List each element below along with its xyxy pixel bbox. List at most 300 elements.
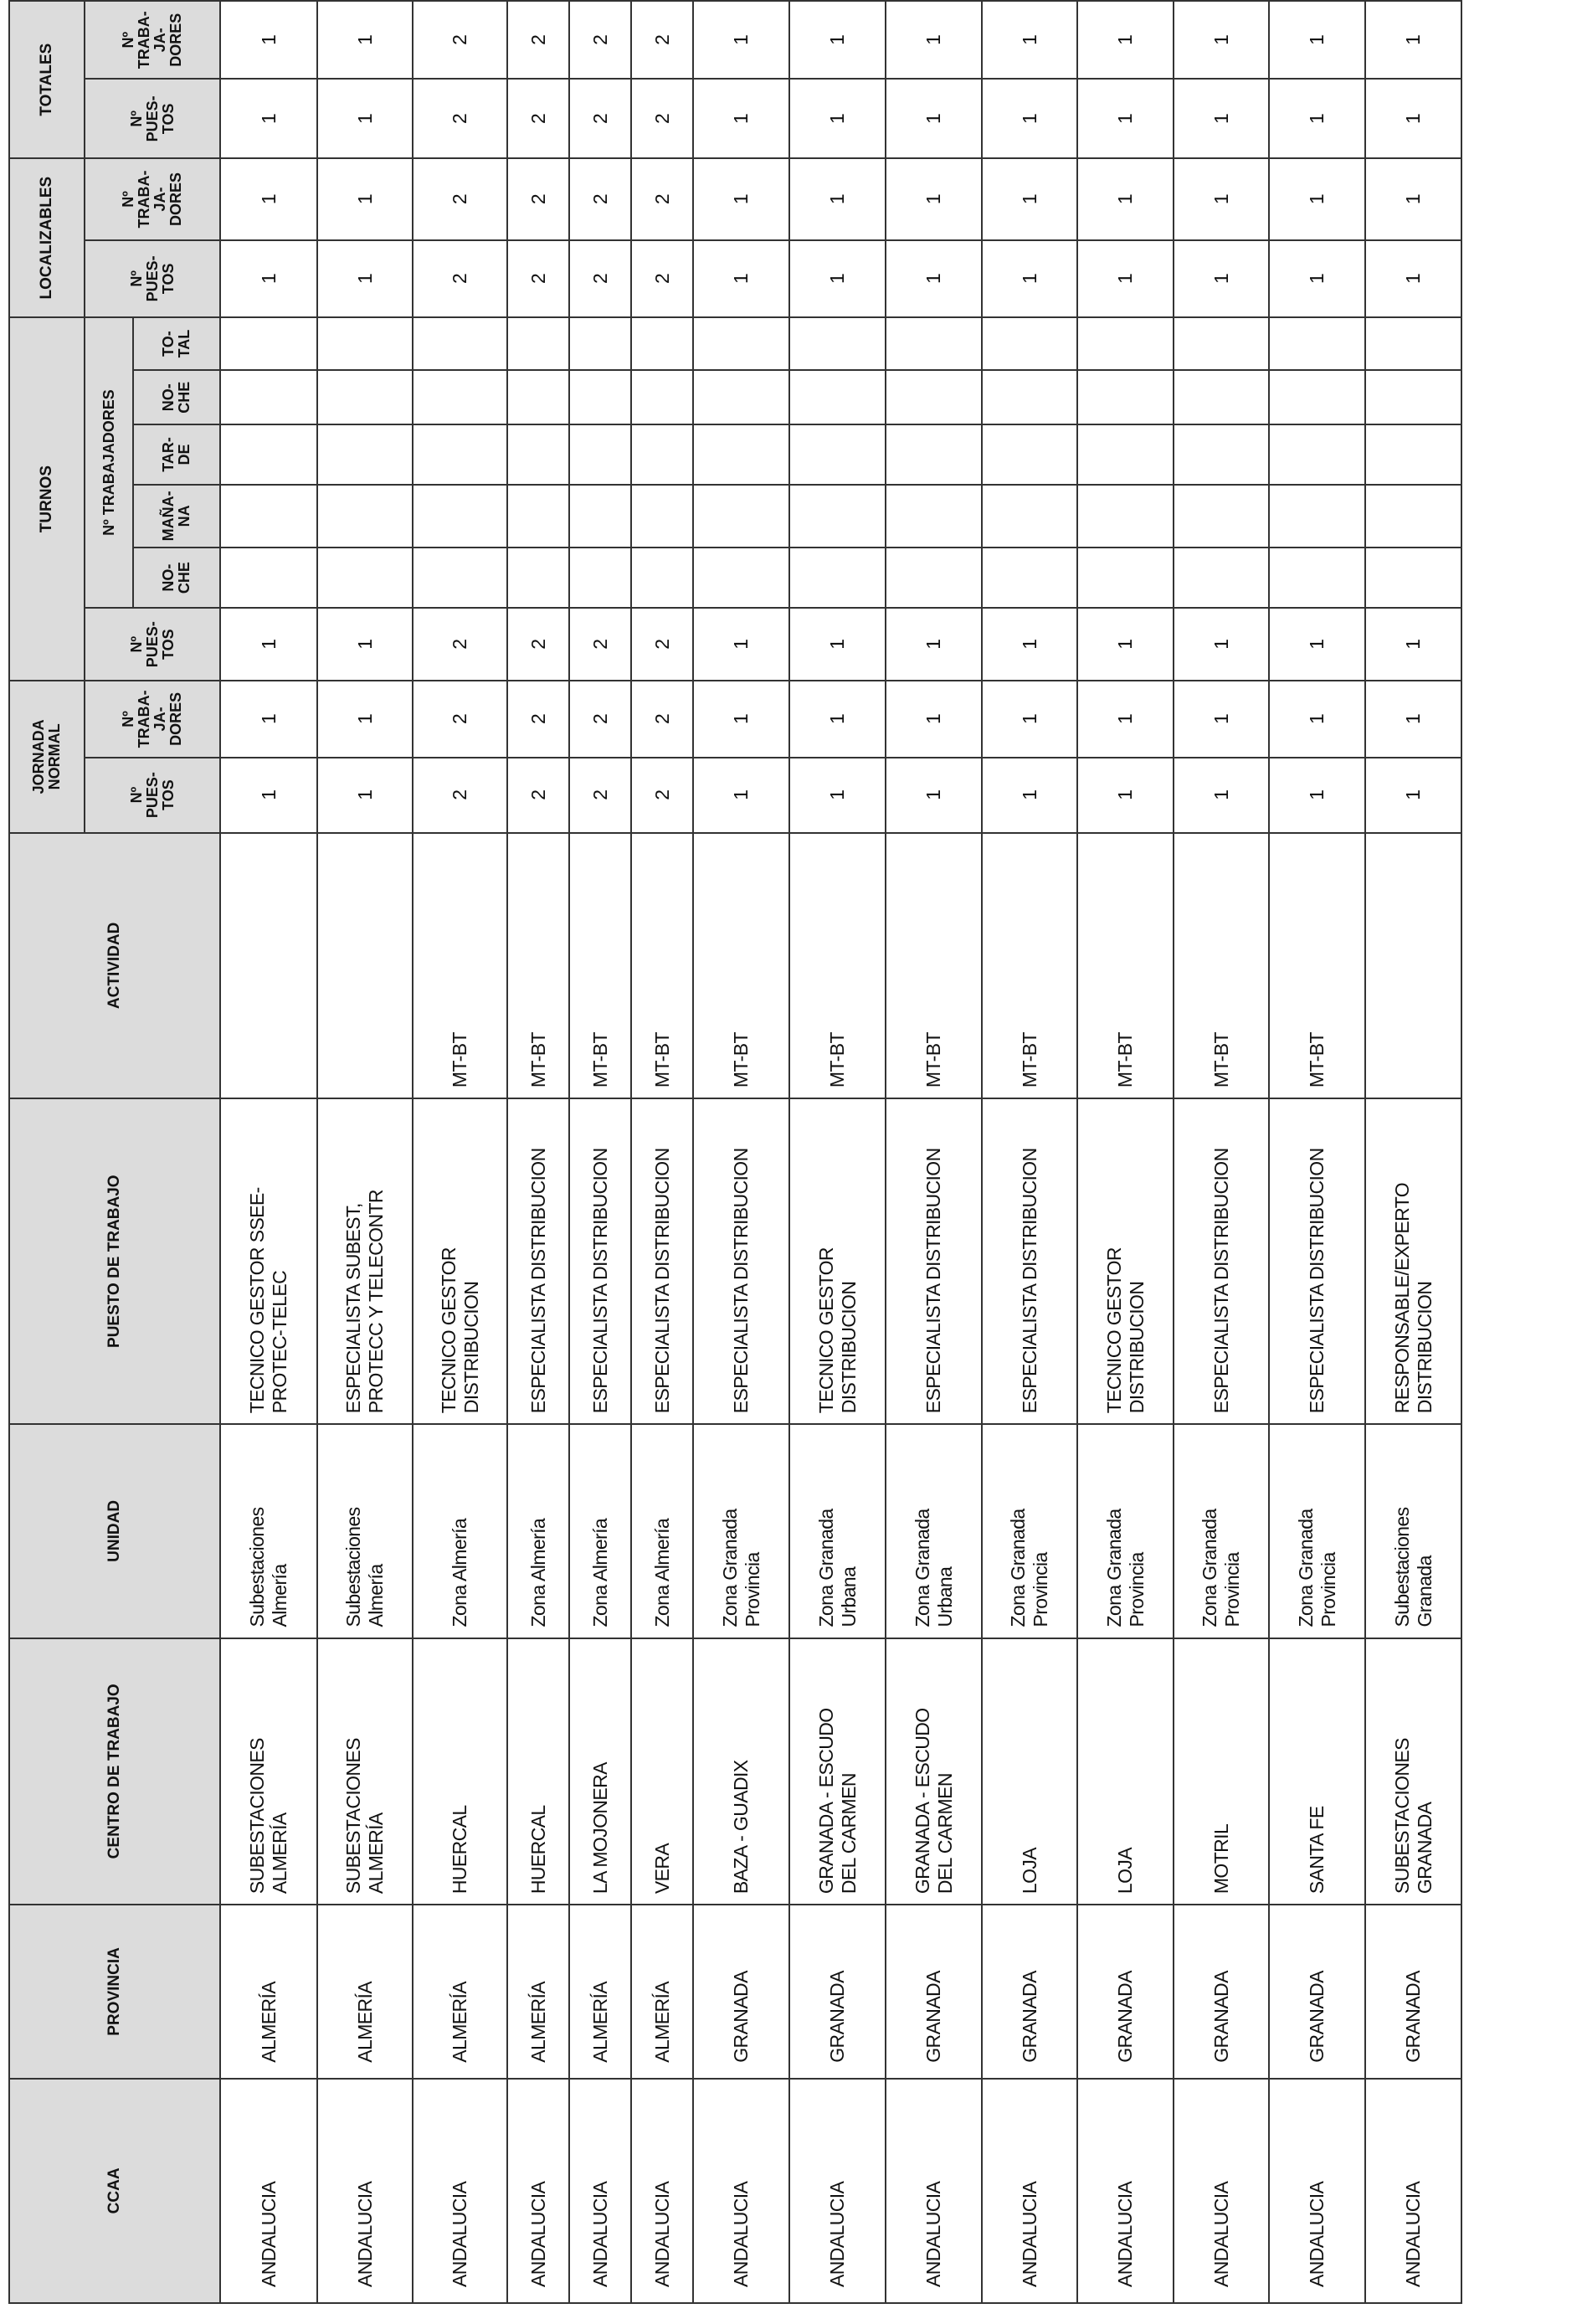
cell-puesto-de-trabajo xyxy=(569,1098,631,1424)
cell-centro-de-trabajo-text: GRANADA - ESCUDO DEL CARMEN xyxy=(814,1708,860,1895)
cell-unidad xyxy=(1077,1424,1174,1638)
header-total: TO- TAL xyxy=(133,317,220,370)
header-localizables: LOCALIZABLES xyxy=(9,158,85,317)
cell-jn-puestos-text: 2 xyxy=(650,789,673,800)
cell-provincia-text: GRANADA xyxy=(922,1971,944,2063)
cell-turnos-noche-2 xyxy=(693,370,789,424)
cell-turnos-tarde xyxy=(1077,424,1174,484)
cell-loc-puestos-text: 1 xyxy=(1018,273,1040,284)
cell-turnos-puestos-text: 2 xyxy=(449,639,470,650)
cell-provincia xyxy=(569,1905,631,2079)
cell-jn-trabajadores xyxy=(1174,681,1269,757)
cell-tot-puestos-text: 1 xyxy=(826,113,848,124)
cell-jn-puestos-text: 1 xyxy=(257,789,280,800)
cell-centro-de-trabajo-text: SUBESTACIONES GRANADA xyxy=(1390,1738,1436,1895)
cell-tot-puestos-text: 1 xyxy=(1210,113,1232,124)
cell-turnos-total xyxy=(789,317,886,370)
cell-puesto-de-trabajo-text: ESPECIALISTA DISTRIBUCION xyxy=(1210,1148,1232,1414)
cell-loc-puestos xyxy=(789,240,886,317)
workforce-table xyxy=(8,0,1462,2304)
header-loc-trabajadores: Nº TRABA- JA- DORES xyxy=(85,158,220,239)
cell-unidad-text: Zona Granada Urbana xyxy=(814,1509,860,1627)
cell-unidad xyxy=(507,1424,569,1638)
cell-provincia xyxy=(631,1905,693,2079)
cell-puesto-de-trabajo-text: ESPECIALISTA DISTRIBUCION xyxy=(1018,1148,1040,1414)
cell-provincia xyxy=(1269,1905,1365,2079)
cell-ccaa xyxy=(507,2079,569,2303)
cell-jn-trabajadores xyxy=(693,681,789,757)
cell-turnos-puestos xyxy=(1365,608,1461,681)
header-centro-de-trabajo: CENTRO DE TRABAJO xyxy=(9,1638,220,1905)
cell-tot-trabajadores xyxy=(631,1,693,79)
cell-unidad xyxy=(317,1424,413,1638)
cell-actividad xyxy=(1365,833,1461,1099)
cell-puesto-de-trabajo xyxy=(693,1098,789,1424)
cell-centro-de-trabajo xyxy=(1077,1638,1174,1905)
cell-tot-trabajadores xyxy=(1174,1,1269,79)
cell-tot-puestos xyxy=(1365,79,1461,158)
cell-turnos-noche xyxy=(789,548,886,608)
cell-tot-puestos xyxy=(789,79,886,158)
cell-turnos-tarde xyxy=(886,424,982,484)
cell-ccaa-text: ANDALUCIA xyxy=(730,2181,752,2287)
cell-jn-puestos xyxy=(317,758,413,833)
cell-loc-trabajadores-text: 1 xyxy=(353,193,376,205)
cell-turnos-puestos-text: 1 xyxy=(1402,639,1424,650)
cell-loc-trabajadores-text: 2 xyxy=(449,193,470,205)
cell-jn-trabajadores-text: 1 xyxy=(1114,713,1136,725)
cell-turnos-puestos xyxy=(317,608,413,681)
table-row xyxy=(982,1,1077,2303)
cell-tot-puestos xyxy=(220,79,317,158)
cell-unidad xyxy=(693,1424,789,1638)
cell-actividad xyxy=(789,833,886,1099)
cell-unidad-text: Zona Almería xyxy=(526,1518,549,1627)
table-row xyxy=(631,1,693,2303)
cell-jn-trabajadores xyxy=(317,681,413,757)
table-row xyxy=(693,1,789,2303)
cell-turnos-total xyxy=(982,317,1077,370)
cell-centro-de-trabajo xyxy=(1269,1638,1365,1905)
cell-centro-de-trabajo-text: SUBESTACIONES ALMERÍA xyxy=(246,1738,290,1895)
cell-puesto-de-trabajo xyxy=(886,1098,982,1424)
cell-ccaa xyxy=(1365,2079,1461,2303)
cell-provincia-text: GRANADA xyxy=(826,1971,848,2063)
cell-puesto-de-trabajo xyxy=(1077,1098,1174,1424)
cell-turnos-noche-2 xyxy=(886,370,982,424)
cell-turnos-noche xyxy=(693,548,789,608)
cell-turnos-puestos xyxy=(1174,608,1269,681)
cell-unidad-text: Zona Almería xyxy=(588,1518,611,1627)
cell-tot-trabajadores-text: 1 xyxy=(1402,34,1424,45)
cell-ccaa-text: ANDALUCIA xyxy=(526,2181,549,2287)
cell-ccaa xyxy=(1269,2079,1365,2303)
cell-loc-puestos xyxy=(317,240,413,317)
cell-jn-trabajadores-text: 1 xyxy=(1210,713,1232,725)
cell-ccaa-text: ANDALUCIA xyxy=(826,2181,848,2287)
cell-actividad xyxy=(693,833,789,1099)
cell-unidad-text: Zona Granada Provincia xyxy=(1102,1509,1148,1627)
cell-loc-trabajadores-text: 2 xyxy=(588,193,611,205)
cell-tot-puestos xyxy=(1077,79,1174,158)
cell-puesto-de-trabajo xyxy=(1269,1098,1365,1424)
cell-loc-trabajadores xyxy=(886,158,982,239)
cell-loc-trabajadores-text: 1 xyxy=(1114,193,1136,205)
cell-puesto-de-trabajo-text: TECNICO GESTOR DISTRIBUCION xyxy=(437,1247,482,1414)
cell-tot-trabajadores-text: 2 xyxy=(588,34,611,45)
cell-unidad-text: Zona Granada Provincia xyxy=(1007,1509,1051,1627)
cell-jn-puestos-text: 2 xyxy=(588,789,611,800)
cell-puesto-de-trabajo xyxy=(1174,1098,1269,1424)
table-row xyxy=(1269,1,1365,2303)
cell-loc-puestos xyxy=(693,240,789,317)
cell-loc-puestos xyxy=(1269,240,1365,317)
cell-loc-puestos-text: 2 xyxy=(449,273,470,284)
cell-puesto-de-trabajo-text: ESPECIALISTA DISTRIBUCION xyxy=(922,1148,944,1414)
cell-turnos-puestos-text: 2 xyxy=(588,639,611,650)
cell-jn-trabajadores-text: 1 xyxy=(1018,713,1040,725)
cell-puesto-de-trabajo-text: TECNICO GESTOR DISTRIBUCION xyxy=(814,1247,860,1414)
cell-loc-puestos xyxy=(631,240,693,317)
cell-turnos-noche-2 xyxy=(569,370,631,424)
cell-tot-puestos-text: 1 xyxy=(1306,113,1328,124)
cell-actividad xyxy=(631,833,693,1099)
cell-ccaa xyxy=(1077,2079,1174,2303)
cell-provincia-text: GRANADA xyxy=(1018,1971,1040,2063)
cell-turnos-puestos-text: 1 xyxy=(826,639,848,650)
cell-turnos-puestos-text: 2 xyxy=(526,639,549,650)
cell-turnos-puestos xyxy=(413,608,507,681)
cell-turnos-noche-2 xyxy=(789,370,886,424)
cell-puesto-de-trabajo xyxy=(789,1098,886,1424)
cell-turnos-noche xyxy=(631,548,693,608)
cell-loc-puestos-text: 1 xyxy=(1210,273,1232,284)
cell-turnos-puestos xyxy=(1077,608,1174,681)
table-row xyxy=(220,1,317,2303)
cell-turnos-tarde xyxy=(413,424,507,484)
cell-loc-trabajadores xyxy=(569,158,631,239)
table-row xyxy=(886,1,982,2303)
cell-actividad-text: MT-BT xyxy=(1210,1032,1232,1088)
cell-actividad-text: MT-BT xyxy=(730,1032,752,1088)
cell-loc-trabajadores xyxy=(507,158,569,239)
cell-ccaa-text: ANDALUCIA xyxy=(588,2181,611,2287)
cell-turnos-manana xyxy=(631,485,693,548)
cell-loc-puestos-text: 2 xyxy=(650,273,673,284)
cell-turnos-tarde xyxy=(569,424,631,484)
cell-tot-trabajadores-text: 1 xyxy=(257,34,280,45)
cell-turnos-total xyxy=(413,317,507,370)
header-tot-puestos: Nº PUES- TOS xyxy=(85,79,220,158)
cell-jn-trabajadores-text: 2 xyxy=(526,713,549,725)
cell-tot-puestos-text: 2 xyxy=(650,113,673,124)
cell-turnos-puestos-text: 1 xyxy=(730,639,752,650)
cell-tot-puestos xyxy=(413,79,507,158)
cell-tot-puestos xyxy=(1269,79,1365,158)
cell-loc-trabajadores xyxy=(220,158,317,239)
cell-loc-trabajadores xyxy=(1365,158,1461,239)
cell-actividad-text: MT-BT xyxy=(1114,1032,1136,1088)
cell-ccaa-text: ANDALUCIA xyxy=(353,2181,376,2287)
cell-actividad-text: MT-BT xyxy=(826,1032,848,1088)
header-jn-puestos: Nº PUES- TOS xyxy=(85,758,220,833)
cell-actividad-text: MT-BT xyxy=(650,1032,673,1088)
cell-tot-puestos xyxy=(317,79,413,158)
cell-turnos-noche-2 xyxy=(1365,370,1461,424)
cell-jn-puestos-text: 1 xyxy=(1210,789,1232,800)
cell-ccaa xyxy=(982,2079,1077,2303)
cell-turnos-total xyxy=(1365,317,1461,370)
cell-ccaa-text: ANDALUCIA xyxy=(1018,2181,1040,2287)
cell-actividad xyxy=(1269,833,1365,1099)
cell-jn-puestos-text: 1 xyxy=(1018,789,1040,800)
cell-puesto-de-trabajo-text: RESPONSABLE/EXPERTO DISTRIBUCION xyxy=(1390,1182,1436,1414)
cell-loc-puestos xyxy=(507,240,569,317)
cell-ccaa-text: ANDALUCIA xyxy=(449,2181,470,2287)
cell-ccaa xyxy=(1174,2079,1269,2303)
cell-puesto-de-trabajo-text: TECNICO GESTOR DISTRIBUCION xyxy=(1102,1247,1148,1414)
cell-jn-trabajadores xyxy=(1269,681,1365,757)
cell-turnos-puestos-text: 1 xyxy=(1018,639,1040,650)
cell-tot-puestos xyxy=(569,79,631,158)
cell-loc-trabajadores-text: 1 xyxy=(1306,193,1328,205)
cell-turnos-puestos xyxy=(693,608,789,681)
cell-unidad xyxy=(220,1424,317,1638)
cell-loc-puestos xyxy=(1174,240,1269,317)
cell-centro-de-trabajo-text: SUBESTACIONES ALMERÍA xyxy=(342,1738,387,1895)
cell-turnos-puestos xyxy=(982,608,1077,681)
cell-loc-puestos xyxy=(413,240,507,317)
cell-centro-de-trabajo-text: LOJA xyxy=(1114,1848,1136,1895)
cell-provincia-text: ALMERÍA xyxy=(650,1981,673,2063)
header-totales: TOTALES xyxy=(9,1,85,158)
cell-turnos-total xyxy=(317,317,413,370)
cell-ccaa xyxy=(631,2079,693,2303)
cell-tot-trabajadores xyxy=(789,1,886,79)
cell-centro-de-trabajo xyxy=(317,1638,413,1905)
cell-puesto-de-trabajo xyxy=(413,1098,507,1424)
cell-unidad-text: Subestaciones Granada xyxy=(1390,1507,1436,1627)
cell-loc-trabajadores-text: 1 xyxy=(1018,193,1040,205)
cell-loc-trabajadores-text: 1 xyxy=(1402,193,1424,205)
cell-actividad xyxy=(1174,833,1269,1099)
cell-jn-puestos xyxy=(569,758,631,833)
cell-turnos-tarde xyxy=(982,424,1077,484)
cell-turnos-total xyxy=(1077,317,1174,370)
cell-puesto-de-trabajo-text: ESPECIALISTA DISTRIBUCION xyxy=(526,1148,549,1414)
cell-ccaa-text: ANDALUCIA xyxy=(1210,2181,1232,2287)
cell-provincia xyxy=(693,1905,789,2079)
cell-turnos-puestos-text: 1 xyxy=(1210,639,1232,650)
cell-jn-puestos xyxy=(220,758,317,833)
cell-turnos-noche-2 xyxy=(982,370,1077,424)
cell-loc-puestos-text: 1 xyxy=(1306,273,1328,284)
cell-unidad xyxy=(1365,1424,1461,1638)
cell-turnos-noche xyxy=(220,548,317,608)
table-row xyxy=(1077,1,1174,2303)
cell-jn-puestos xyxy=(1365,758,1461,833)
cell-unidad xyxy=(789,1424,886,1638)
cell-jn-trabajadores-text: 1 xyxy=(1306,713,1328,725)
cell-turnos-manana xyxy=(1269,485,1365,548)
cell-loc-trabajadores xyxy=(413,158,507,239)
cell-jn-trabajadores xyxy=(569,681,631,757)
cell-actividad-text: MT-BT xyxy=(922,1032,944,1088)
cell-centro-de-trabajo-text: BAZA - GUADIX xyxy=(730,1760,752,1895)
cell-jn-trabajadores-text: 2 xyxy=(449,713,470,725)
cell-provincia-text: GRANADA xyxy=(730,1971,752,2063)
cell-actividad xyxy=(569,833,631,1099)
table-row xyxy=(1365,1,1461,2303)
cell-turnos-total xyxy=(1174,317,1269,370)
cell-jn-puestos xyxy=(982,758,1077,833)
cell-turnos-noche xyxy=(507,548,569,608)
table-row xyxy=(1174,1,1269,2303)
cell-turnos-total xyxy=(693,317,789,370)
cell-turnos-noche xyxy=(1365,548,1461,608)
cell-ccaa xyxy=(693,2079,789,2303)
cell-tot-puestos xyxy=(1174,79,1269,158)
cell-provincia-text: GRANADA xyxy=(1210,1971,1232,2063)
cell-ccaa xyxy=(789,2079,886,2303)
table-row xyxy=(413,1,507,2303)
cell-turnos-manana xyxy=(1077,485,1174,548)
cell-centro-de-trabajo-text: LOJA xyxy=(1018,1848,1040,1895)
cell-loc-puestos-text: 1 xyxy=(1402,273,1424,284)
cell-ccaa-text: ANDALUCIA xyxy=(1402,2181,1424,2287)
cell-jn-puestos xyxy=(886,758,982,833)
cell-turnos-noche-2 xyxy=(413,370,507,424)
cell-turnos-puestos-text: 1 xyxy=(257,639,280,650)
cell-unidad xyxy=(1269,1424,1365,1638)
cell-centro-de-trabajo xyxy=(507,1638,569,1905)
cell-provincia-text: ALMERÍA xyxy=(449,1981,470,2063)
cell-actividad xyxy=(507,833,569,1099)
cell-turnos-noche-2 xyxy=(1174,370,1269,424)
cell-tot-trabajadores-text: 1 xyxy=(1210,34,1232,45)
cell-turnos-puestos-text: 1 xyxy=(1306,639,1328,650)
cell-turnos-tarde xyxy=(693,424,789,484)
cell-provincia-text: ALMERÍA xyxy=(257,1981,280,2063)
cell-jn-puestos-text: 1 xyxy=(1306,789,1328,800)
cell-turnos-puestos xyxy=(507,608,569,681)
cell-turnos-noche xyxy=(413,548,507,608)
cell-loc-trabajadores-text: 2 xyxy=(526,193,549,205)
cell-jn-trabajadores xyxy=(886,681,982,757)
cell-turnos-puestos-text: 2 xyxy=(650,639,673,650)
cell-provincia xyxy=(886,1905,982,2079)
cell-turnos-puestos xyxy=(631,608,693,681)
cell-loc-puestos xyxy=(1077,240,1174,317)
cell-unidad xyxy=(631,1424,693,1638)
cell-centro-de-trabajo xyxy=(413,1638,507,1905)
cell-jn-trabajadores xyxy=(413,681,507,757)
cell-provincia xyxy=(1365,1905,1461,2079)
header-turnos: TURNOS xyxy=(9,317,85,681)
cell-unidad-text: Subestaciones Almería xyxy=(246,1507,290,1627)
cell-tot-trabajadores-text: 1 xyxy=(353,34,376,45)
cell-jn-trabajadores xyxy=(1077,681,1174,757)
cell-actividad-text: MT-BT xyxy=(1306,1032,1328,1088)
cell-unidad xyxy=(1174,1424,1269,1638)
cell-actividad xyxy=(220,833,317,1099)
cell-ccaa-text: ANDALUCIA xyxy=(257,2181,280,2287)
cell-jn-trabajadores-text: 1 xyxy=(353,713,376,725)
cell-unidad-text: Zona Granada Provincia xyxy=(718,1509,763,1627)
cell-ccaa-text: ANDALUCIA xyxy=(650,2181,673,2287)
cell-turnos-tarde xyxy=(507,424,569,484)
cell-centro-de-trabajo-text: HUERCAL xyxy=(449,1805,470,1895)
cell-loc-trabajadores xyxy=(693,158,789,239)
header-loc-puestos: Nº PUES- TOS xyxy=(85,240,220,317)
cell-actividad xyxy=(317,833,413,1099)
cell-jn-trabajadores-text: 2 xyxy=(588,713,611,725)
cell-centro-de-trabajo-text: GRANADA - ESCUDO DEL CARMEN xyxy=(911,1708,956,1895)
cell-jn-trabajadores xyxy=(631,681,693,757)
cell-turnos-manana xyxy=(220,485,317,548)
cell-ccaa-text: ANDALUCIA xyxy=(1306,2181,1328,2287)
cell-tot-puestos-text: 1 xyxy=(1114,113,1136,124)
cell-loc-trabajadores-text: 1 xyxy=(922,193,944,205)
cell-provincia xyxy=(1077,1905,1174,2079)
cell-puesto-de-trabajo xyxy=(982,1098,1077,1424)
cell-unidad xyxy=(982,1424,1077,1638)
cell-provincia xyxy=(1174,1905,1269,2079)
cell-provincia xyxy=(317,1905,413,2079)
cell-centro-de-trabajo-text: LA MOJONERA xyxy=(588,1762,611,1895)
cell-jn-puestos xyxy=(631,758,693,833)
cell-tot-trabajadores-text: 1 xyxy=(1306,34,1328,45)
cell-provincia-text: GRANADA xyxy=(1402,1971,1424,2063)
cell-tot-trabajadores-text: 1 xyxy=(730,34,752,45)
cell-jn-puestos xyxy=(1077,758,1174,833)
cell-tot-trabajadores xyxy=(413,1,507,79)
cell-unidad xyxy=(886,1424,982,1638)
cell-provincia-text: ALMERÍA xyxy=(353,1981,376,2063)
cell-jn-trabajadores-text: 1 xyxy=(826,713,848,725)
cell-tot-puestos xyxy=(982,79,1077,158)
cell-actividad xyxy=(1077,833,1174,1099)
cell-turnos-manana xyxy=(413,485,507,548)
cell-centro-de-trabajo xyxy=(569,1638,631,1905)
cell-turnos-total xyxy=(220,317,317,370)
cell-loc-puestos-text: 1 xyxy=(922,273,944,284)
cell-turnos-total xyxy=(631,317,693,370)
cell-turnos-tarde xyxy=(789,424,886,484)
cell-turnos-manana xyxy=(1174,485,1269,548)
cell-unidad-text: Zona Granada Urbana xyxy=(911,1509,956,1627)
cell-turnos-noche-2 xyxy=(507,370,569,424)
cell-turnos-noche xyxy=(886,548,982,608)
cell-puesto-de-trabajo-text: ESPECIALISTA DISTRIBUCION xyxy=(730,1148,752,1414)
cell-tot-trabajadores xyxy=(317,1,413,79)
cell-turnos-noche xyxy=(1077,548,1174,608)
cell-puesto-de-trabajo xyxy=(1365,1098,1461,1424)
cell-tot-puestos-text: 1 xyxy=(730,113,752,124)
header-manana: MAÑA- NA xyxy=(133,485,220,548)
cell-ccaa-text: ANDALUCIA xyxy=(1114,2181,1136,2287)
cell-puesto-de-trabajo xyxy=(507,1098,569,1424)
cell-turnos-total xyxy=(569,317,631,370)
cell-provincia xyxy=(413,1905,507,2079)
cell-loc-trabajadores xyxy=(1269,158,1365,239)
cell-ccaa xyxy=(886,2079,982,2303)
cell-ccaa xyxy=(569,2079,631,2303)
cell-loc-puestos-text: 1 xyxy=(826,273,848,284)
cell-provincia-text: ALMERÍA xyxy=(588,1981,611,2063)
cell-actividad xyxy=(886,833,982,1099)
cell-provincia-text: GRANADA xyxy=(1306,1971,1328,2063)
